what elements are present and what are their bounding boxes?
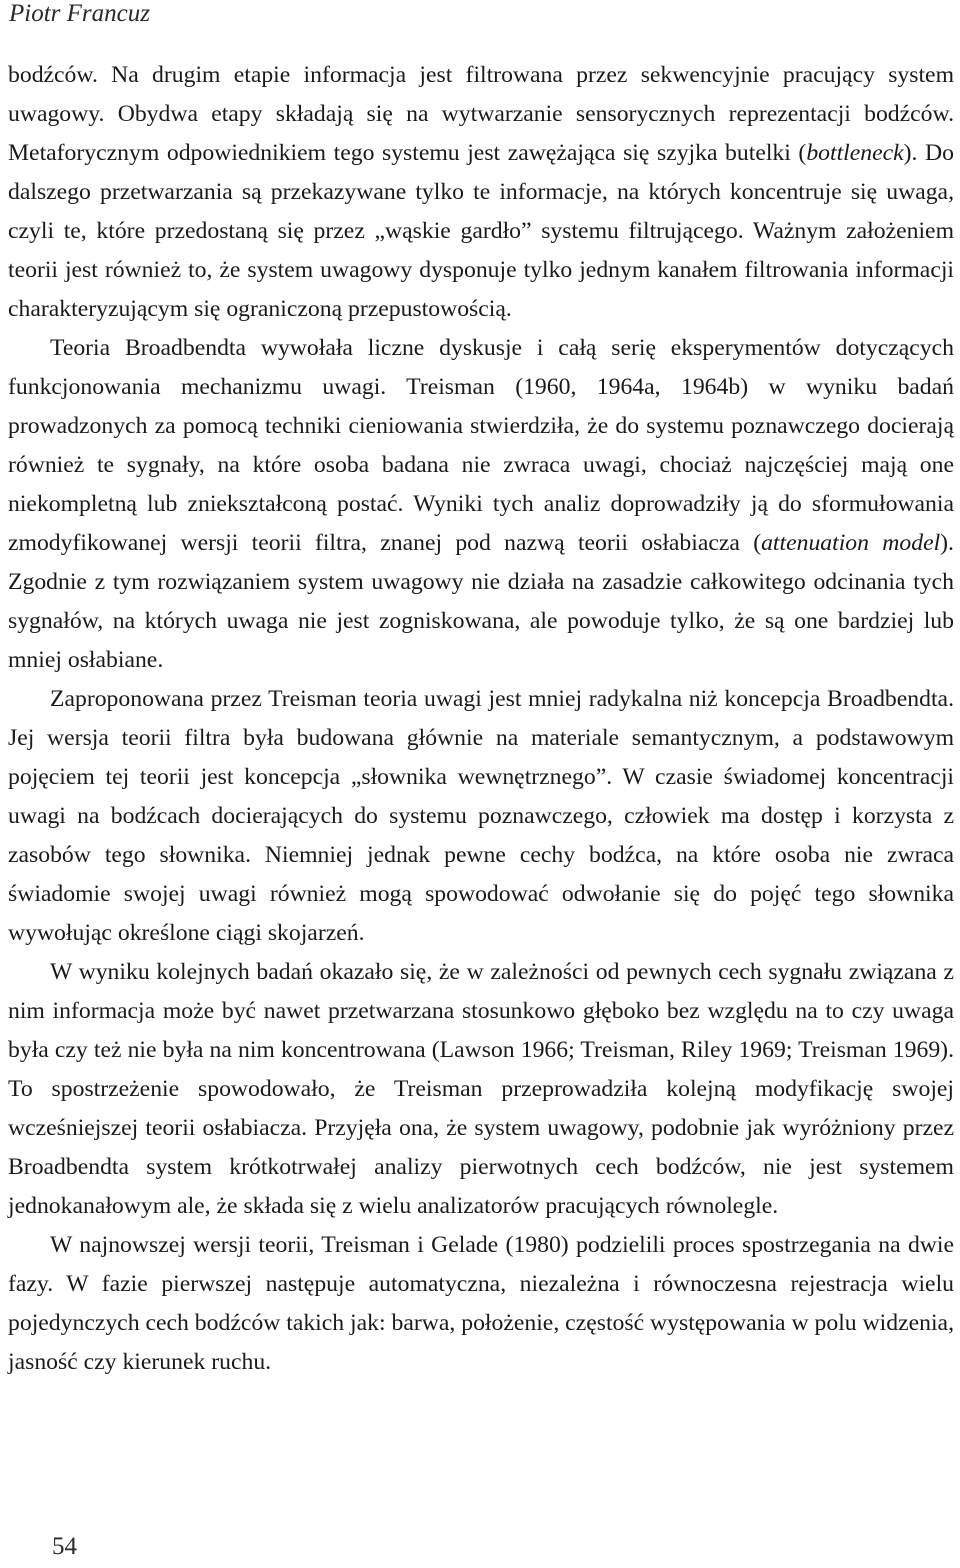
paragraph-2 bbox=[8, 329, 954, 680]
paragraph-1-term-bottleneck: bottleneck bbox=[806, 140, 904, 166]
running-head-author: Piotr Francuz bbox=[9, 0, 150, 27]
paragraph-1 bbox=[8, 56, 954, 329]
paragraph-2-text-b: ). Zgodnie z tym rozwiązaniem system uwagowy nie działa na zasadzie całkowitego odcinania tych sygnałów, na których uwaga nie jest zogniskowana, ale powoduje tylko, że są one bardziej lub mniej osłabiane. bbox=[8, 530, 954, 673]
paragraph-1-text-a: bodźców. Na drugim etapie informacja jest filtrowana przez sekwencyjnie pracujący system uwagowy. Obydwa etapy składają się na wytwarzanie sensorycznych reprezentacji bodźców. Metaforycznym odpowiednikiem tego systemu jest zawężająca się szyjka butelki ( bbox=[8, 62, 954, 166]
paragraph-5: W najnowszej wersji teorii, Treisman i Gelade (1980) podzielili proces spostrzegania na dwie fazy. W fazie pierwszej następuje automatyczna, niezależna i równoczesna rejestracja wielu pojedynczych cech bodźców takich jak: barwa, położenie, częstość występowania w polu widzenia, jasność czy kierunek ruchu. bbox=[8, 1232, 954, 1375]
body-text bbox=[8, 56, 954, 1382]
paragraph-2-term-attenuation-model: attenuation model bbox=[761, 530, 941, 556]
paragraph-2-text-a: Teoria Broadbendta wywołała liczne dyskusje i całą serię eksperymentów dotyczących funkcjonowania mechanizmu uwagi. Treisman (1960, 1964a, 1964b) w wyniku badań prowadzonych za pomocą techniki cieniowania stwierdziła, że do systemu poznawczego docierają również te sygnały, na które osoba badana nie zwraca uwagi, chociaż najczęściej mają one niekompletną lub zniekształconą postać. Wyniki tych analiz doprowadziły ją do sformułowania zmodyfikowanej wersji teorii filtra, znanej pod nazwą teorii osłabiacza ( bbox=[8, 335, 954, 556]
page-number: 54 bbox=[52, 1533, 77, 1560]
paragraph-3: Zaproponowana przez Treisman teoria uwagi jest mniej radykalna niż koncepcja Broadbendta. Jej wersja teorii filtra była budowana głównie na materiale semantycznym, a podstawowym pojęciem tej teorii jest koncepcja „słownika wewnętrznego”. W czasie świadomej koncentracji uwagi na bodźcach docierających do systemu poznawczego, człowiek ma dostęp i korzysta z zasobów tego słownika. Niemniej jednak pewne cechy bodźca, na które osoba nie zwraca świadomie swojej uwagi również mogą spowodować odwołanie się do pojęć tego słownika wywołując określone ciągi skojarzeń. bbox=[8, 686, 954, 946]
paragraph-4: W wyniku kolejnych badań okazało się, że w zależności od pewnych cech sygnału związana z nim informacja może być nawet przetwarzana stosunkowo głęboko bez względu na to czy uwaga była czy też nie była na nim koncentrowana (Lawson 1966; Treisman, Riley 1969; Treisman 1969). To spostrzeżenie spowodowało, że Treisman przeprowadziła kolejną modyfikację swojej wcześniejszej teorii osłabiacza. Przyjęła ona, że system uwagowy, podobnie jak wyróżniony przez Broadbendta system krótkotrwałej analizy pierwotnych cech bodźców, nie jest systemem jednokanałowym ale, że składa się z wielu analizatorów pracujących równolegle. bbox=[8, 959, 954, 1219]
paragraph-1-text-b: ). Do dalszego przetwarzania są przekazywane tylko te informacje, na których koncentruje się uwaga, czyli te, które przedostaną się przez „wąskie gardło” systemu filtrującego. Ważnym założeniem teorii jest również to, że system uwagowy dysponuje tylko jednym kanałem filtrowania informacji charakteryzującym się ograniczoną przepustowością. bbox=[8, 140, 954, 322]
